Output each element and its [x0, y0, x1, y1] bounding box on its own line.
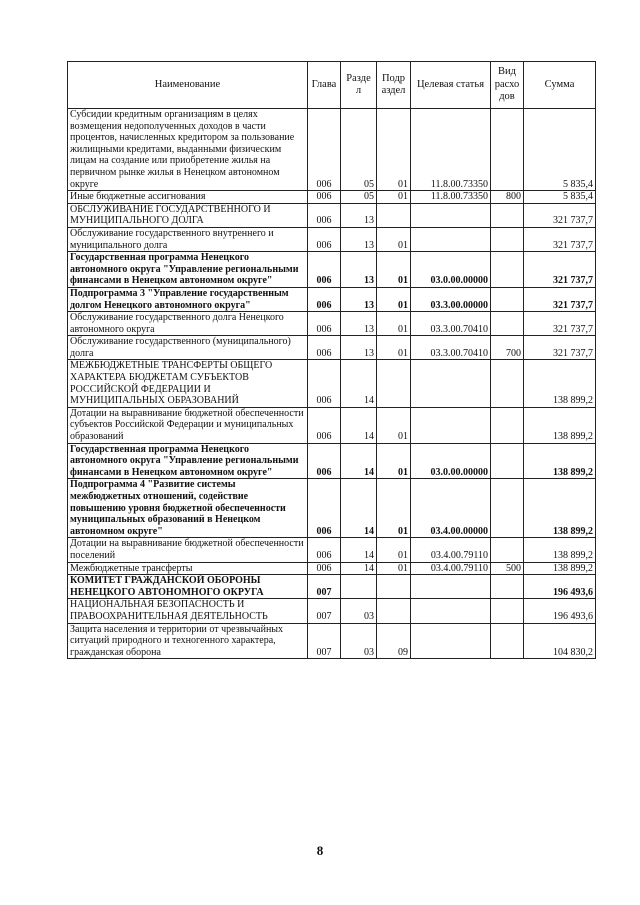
row-podrazdel: 01 [377, 562, 411, 575]
row-name: Государственная программа Ненецкого автономного округа "Управление региональными финансами в Ненецком автономном округе" [68, 252, 308, 288]
row-target-article: 03.3.00.00000 [411, 287, 491, 311]
row-podrazdel [377, 599, 411, 623]
row-name: Дотации на выравнивание бюджетной обеспеченности поселений [68, 538, 308, 562]
row-target-article [411, 599, 491, 623]
row-expense-type [491, 575, 524, 599]
header-sum: Сумма [524, 62, 596, 109]
row-expense-type [491, 252, 524, 288]
row-razdel: 03 [341, 623, 377, 659]
table-row [68, 191, 596, 204]
row-name: Подпрограмма 4 "Развитие системы межбюджетных отношений, содействие повышению уровня бюджетной обеспеченности муниципальных образований в Ненецком автономном округе" [68, 479, 308, 538]
table-row [68, 575, 596, 599]
row-razdel: 13 [341, 252, 377, 288]
table-row [68, 623, 596, 659]
row-podrazdel: 01 [377, 109, 411, 191]
row-sum: 196 493,6 [524, 599, 596, 623]
row-expense-type [491, 360, 524, 407]
row-target-article [411, 623, 491, 659]
row-target-article: 03.3.00.70410 [411, 336, 491, 360]
row-target-article: 03.4.00.00000 [411, 479, 491, 538]
header-glava: Глава [308, 62, 341, 109]
row-sum: 138 899,2 [524, 360, 596, 407]
table-row [68, 443, 596, 479]
header-target-article: Целевая статья [411, 62, 491, 109]
row-target-article [411, 203, 491, 227]
row-sum: 321 737,7 [524, 287, 596, 311]
row-expense-type [491, 538, 524, 562]
table-header-row [68, 62, 596, 109]
row-sum: 138 899,2 [524, 562, 596, 575]
row-podrazdel: 01 [377, 252, 411, 288]
row-name: Иные бюджетные ассигнования [68, 191, 308, 204]
row-glava: 006 [308, 227, 341, 251]
row-name: Подпрограмма 3 "Управление государственным долгом Ненецкого автономного округа" [68, 287, 308, 311]
row-name: Обслуживание государственного (муниципального) долга [68, 336, 308, 360]
row-expense-type [491, 312, 524, 336]
header-expense-type: Вид расхо дов [491, 62, 524, 109]
row-target-article: 03.0.00.00000 [411, 443, 491, 479]
row-expense-type [491, 227, 524, 251]
row-podrazdel: 01 [377, 336, 411, 360]
row-expense-type [491, 599, 524, 623]
row-expense-type: 500 [491, 562, 524, 575]
row-sum: 196 493,6 [524, 575, 596, 599]
row-sum: 321 737,7 [524, 227, 596, 251]
row-sum: 321 737,7 [524, 203, 596, 227]
table-row [68, 252, 596, 288]
row-target-article: 11.8.00.73350 [411, 191, 491, 204]
row-sum: 321 737,7 [524, 312, 596, 336]
row-expense-type [491, 109, 524, 191]
row-target-article: 11.8.00.73350 [411, 109, 491, 191]
row-razdel: 14 [341, 562, 377, 575]
row-expense-type [491, 479, 524, 538]
row-podrazdel: 01 [377, 479, 411, 538]
row-name: Обслуживание государственного долга Ненецкого автономного округа [68, 312, 308, 336]
table-row [68, 562, 596, 575]
table-row [68, 538, 596, 562]
row-glava: 006 [308, 407, 341, 443]
row-name: МЕЖБЮДЖЕТНЫЕ ТРАНСФЕРТЫ ОБЩЕГО ХАРАКТЕРА БЮДЖЕТАМ СУБЪЕКТОВ РОССИЙСКОЙ ФЕДЕРАЦИИ И МУНИЦИПАЛЬНЫХ ОБРАЗОВАНИЙ [68, 360, 308, 407]
row-sum: 104 830,2 [524, 623, 596, 659]
row-name: Дотации на выравнивание бюджетной обеспеченности субъектов Российской Федерации и муниципальных образований [68, 407, 308, 443]
row-target-article: 03.4.00.79110 [411, 562, 491, 575]
row-target-article [411, 360, 491, 407]
row-expense-type [491, 203, 524, 227]
row-sum: 138 899,2 [524, 443, 596, 479]
row-expense-type: 700 [491, 336, 524, 360]
row-glava: 006 [308, 312, 341, 336]
table-row [68, 287, 596, 311]
row-glava: 007 [308, 599, 341, 623]
header-name: Наименование [68, 62, 308, 109]
table-row [68, 203, 596, 227]
row-expense-type [491, 407, 524, 443]
row-podrazdel: 01 [377, 191, 411, 204]
row-glava: 006 [308, 109, 341, 191]
table-row [68, 109, 596, 191]
row-glava: 007 [308, 575, 341, 599]
row-podrazdel: 01 [377, 287, 411, 311]
row-name: Защита населения и территории от чрезвычайных ситуаций природного и техногенного характера, гражданская оборона [68, 623, 308, 659]
row-podrazdel [377, 203, 411, 227]
row-expense-type [491, 443, 524, 479]
row-razdel: 14 [341, 479, 377, 538]
table-row [68, 336, 596, 360]
row-glava: 006 [308, 191, 341, 204]
row-glava: 006 [308, 443, 341, 479]
table-body [68, 109, 596, 659]
row-expense-type [491, 287, 524, 311]
table-row [68, 599, 596, 623]
row-podrazdel: 01 [377, 227, 411, 251]
row-name: Обслуживание государственного внутреннего и муниципального долга [68, 227, 308, 251]
row-razdel: 13 [341, 336, 377, 360]
row-name: КОМИТЕТ ГРАЖДАНСКОЙ ОБОРОНЫ НЕНЕЦКОГО АВТОНОМНОГО ОКРУГА [68, 575, 308, 599]
header-podrazdel: Подр аздел [377, 62, 411, 109]
row-name: Государственная программа Ненецкого автономного округа "Управление региональными финансами в Ненецком автономном округе" [68, 443, 308, 479]
row-name: НАЦИОНАЛЬНАЯ БЕЗОПАСНОСТЬ И ПРАВООХРАНИТЕЛЬНАЯ ДЕЯТЕЛЬНОСТЬ [68, 599, 308, 623]
row-podrazdel: 01 [377, 443, 411, 479]
row-name: Субсидии кредитным организациям в целях возмещения недополученных доходов в части процентов, начисленных кредитором за пользование жилищными кредитами, выданными физическим лицам на создание или приобретение жилья на первичном рынке жилья в Ненецком автономном округе [68, 109, 308, 191]
row-razdel: 14 [341, 443, 377, 479]
row-razdel: 13 [341, 203, 377, 227]
row-podrazdel: 01 [377, 407, 411, 443]
table-row [68, 312, 596, 336]
row-name: Межбюджетные трансферты [68, 562, 308, 575]
row-sum: 138 899,2 [524, 538, 596, 562]
row-razdel: 14 [341, 407, 377, 443]
row-glava: 007 [308, 623, 341, 659]
row-razdel: 14 [341, 538, 377, 562]
row-expense-type [491, 623, 524, 659]
row-glava: 006 [308, 360, 341, 407]
row-razdel: 03 [341, 599, 377, 623]
row-glava: 006 [308, 287, 341, 311]
row-razdel: 13 [341, 227, 377, 251]
row-target-article [411, 227, 491, 251]
row-podrazdel: 01 [377, 312, 411, 336]
row-glava: 006 [308, 562, 341, 575]
row-sum: 321 737,7 [524, 252, 596, 288]
row-glava: 006 [308, 203, 341, 227]
row-sum: 321 737,7 [524, 336, 596, 360]
row-glava: 006 [308, 538, 341, 562]
row-expense-type: 800 [491, 191, 524, 204]
row-name: ОБСЛУЖИВАНИЕ ГОСУДАРСТВЕННОГО И МУНИЦИПАЛЬНОГО ДОЛГА [68, 203, 308, 227]
row-glava: 006 [308, 479, 341, 538]
header-razdel: Разде л [341, 62, 377, 109]
row-target-article [411, 575, 491, 599]
table-row [68, 360, 596, 407]
row-podrazdel: 09 [377, 623, 411, 659]
row-razdel: 14 [341, 360, 377, 407]
row-razdel: 05 [341, 109, 377, 191]
table-row [68, 407, 596, 443]
row-razdel: 05 [341, 191, 377, 204]
row-podrazdel [377, 360, 411, 407]
row-podrazdel [377, 575, 411, 599]
budget-table [67, 61, 596, 659]
row-sum: 5 835,4 [524, 191, 596, 204]
row-sum: 138 899,2 [524, 479, 596, 538]
row-target-article: 03.4.00.79110 [411, 538, 491, 562]
row-podrazdel: 01 [377, 538, 411, 562]
page-number: 8 [316, 843, 324, 858]
row-sum: 138 899,2 [524, 407, 596, 443]
row-target-article: 03.3.00.70410 [411, 312, 491, 336]
row-razdel: 13 [341, 312, 377, 336]
row-sum: 5 835,4 [524, 109, 596, 191]
row-razdel: 13 [341, 287, 377, 311]
table-row [68, 479, 596, 538]
row-glava: 006 [308, 336, 341, 360]
row-target-article: 03.0.00.00000 [411, 252, 491, 288]
row-glava: 006 [308, 252, 341, 288]
row-target-article [411, 407, 491, 443]
row-razdel [341, 575, 377, 599]
table-row [68, 227, 596, 251]
